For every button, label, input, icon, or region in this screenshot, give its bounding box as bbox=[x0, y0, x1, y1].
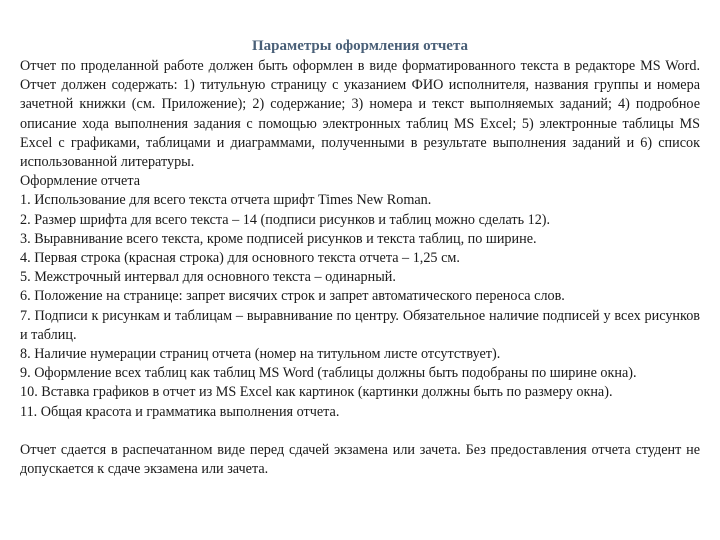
list-item: 2. Размер шрифта для всего текста – 14 (подписи рисунков и таблиц можно сделать 12). bbox=[20, 211, 551, 228]
section-heading: Оформление отчета bbox=[20, 173, 141, 190]
closing-paragraph: Отчет сдается в распечатанном виде перед сдачей экзамена или зачета. Без предоставления отчета студент не допускается к сдаче экзамена или зачета. bbox=[20, 441, 700, 478]
list-item: 7. Подписи к рисункам и таблицам – выравнивание по центру. Обязательное наличие подписей у всех рисунков и таблиц. bbox=[20, 307, 700, 343]
document-title: Параметры оформления отчета bbox=[251, 38, 468, 54]
paragraph-spacer bbox=[20, 422, 700, 441]
list-item: 10. Вставка графиков в отчет из MS Excel как картинок (картинки должны быть по размеру окна). bbox=[20, 384, 613, 401]
list-item: 8. Наличие нумерации страниц отчета (номер на титульном листе отсутствует). bbox=[20, 346, 501, 363]
intro-paragraph: Отчет по проделанной работе должен быть оформлен в виде форматированного текста в редакторе MS Word. Отчет должен содержать: 1) титульную страницу с указанием ФИО исполнителя, названия группы и номера зачетной книжки (см. Приложение); 2) содержание; 3) номера и текст выполняемых заданий; 4) подробное описание хода выполнения задания с помощью электронных таблиц MS Excel; 5) электронные таблицы MS Excel с графиками, таблицами и диаграммами, полученными в результате выполнения заданий и 6) список использованной литературы. bbox=[20, 58, 700, 171]
list-item: 5. Межстрочный интервал для основного текста – одинарный. bbox=[20, 269, 396, 286]
document-body bbox=[20, 57, 700, 479]
list-item: 3. Выравнивание всего текста, кроме подписей рисунков и текста таблиц, по ширине. bbox=[20, 230, 537, 247]
list-item: 9. Оформление всех таблиц как таблиц MS Word (таблицы должны быть подобраны по ширине окна). bbox=[20, 365, 637, 382]
list-item: 1. Использование для всего текста отчета шрифт Times New Roman. bbox=[20, 192, 432, 209]
list-item: 6. Положение на странице: запрет висячих строк и запрет автоматического переноса слов. bbox=[20, 288, 565, 305]
list-item: 4. Первая строка (красная строка) для основного текста отчета – 1,25 см. bbox=[20, 250, 460, 267]
list-item: 11. Общая красота и грамматика выполнения отчета. bbox=[20, 403, 340, 420]
